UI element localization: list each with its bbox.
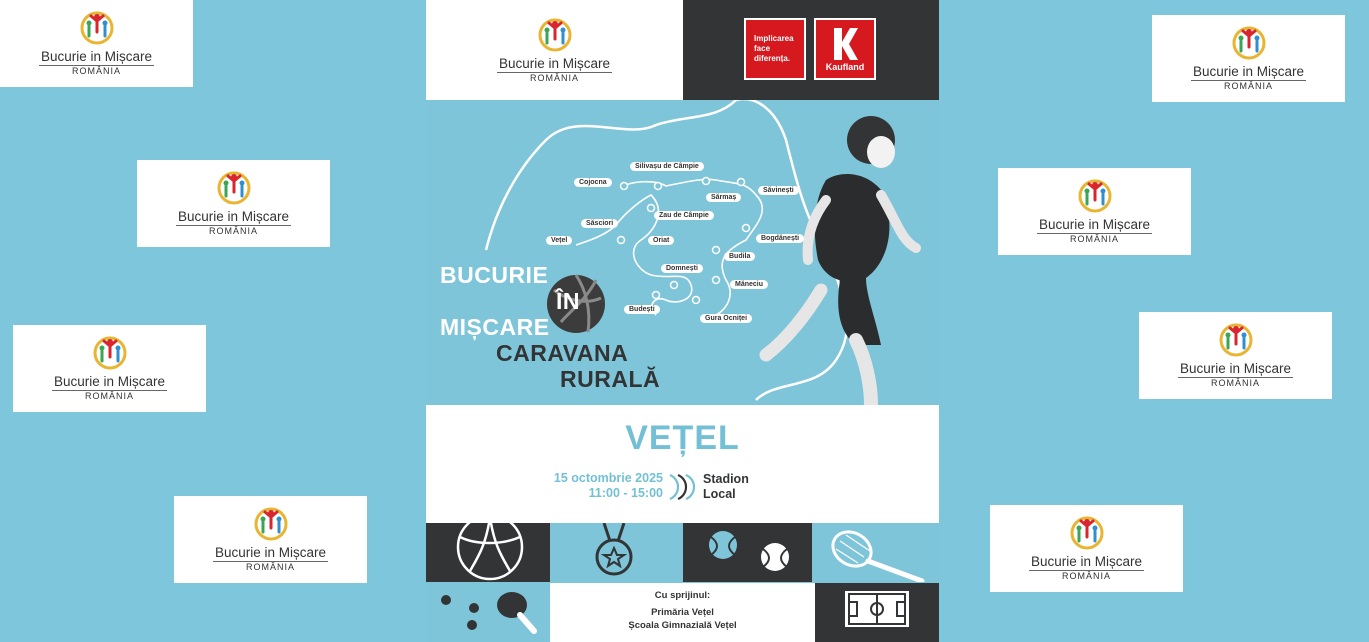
town-label: Săsciori bbox=[581, 219, 618, 228]
route-stop bbox=[703, 178, 710, 185]
medal-icon bbox=[550, 523, 679, 582]
town-label: Budești bbox=[624, 305, 660, 314]
tile-tennis-balls bbox=[683, 523, 812, 582]
tennis-ball-icon bbox=[683, 523, 812, 582]
logo-card-right-3 bbox=[1139, 312, 1332, 399]
tile-volleyball bbox=[426, 523, 555, 582]
town-label: Vețel bbox=[546, 236, 572, 245]
people-logo-icon bbox=[214, 170, 254, 206]
tile-ping-pong bbox=[426, 583, 555, 642]
route-stop bbox=[671, 282, 678, 289]
route-stop bbox=[653, 292, 660, 299]
people-logo-icon bbox=[1075, 178, 1115, 214]
logo-country-text: ROMÂNIA bbox=[529, 72, 579, 83]
football-field-icon bbox=[815, 583, 939, 642]
town-label: Măneciu bbox=[730, 280, 768, 289]
tennis-racket-icon bbox=[812, 523, 939, 582]
logo-brand-text: Bucurie in Mișcare bbox=[214, 545, 327, 560]
slogan-line-1: Implicarea bbox=[754, 34, 794, 43]
event-venue-line-2: Local bbox=[703, 487, 736, 501]
title-line-1: BUCURIE bbox=[440, 262, 549, 288]
route-stop bbox=[648, 205, 655, 212]
logo-brand-text: Bucurie in Mișcare bbox=[177, 209, 290, 224]
poster-header-sponsor-panel bbox=[683, 0, 939, 100]
support-line-1: Primăria Vețel bbox=[651, 607, 714, 618]
tile-football-field bbox=[815, 583, 939, 642]
route-stop bbox=[618, 237, 625, 244]
event-venue-line-1: Stadion bbox=[703, 472, 749, 486]
logo-brand-text: Bucurie in Mișcare bbox=[498, 55, 611, 71]
sound-wave-icon bbox=[666, 472, 700, 502]
logo-country-text: ROMÂNIA bbox=[1210, 378, 1260, 388]
town-label: Săvinești bbox=[758, 186, 799, 195]
sponsor-name: Kaufland bbox=[825, 62, 865, 72]
logo-country-text: ROMÂNIA bbox=[84, 391, 134, 401]
logo-brand-text: Bucurie in Mișcare bbox=[53, 374, 166, 389]
people-logo-icon bbox=[535, 17, 575, 53]
logo-card-right-4 bbox=[990, 505, 1183, 592]
event-info-panel bbox=[426, 405, 939, 523]
logo-brand-text: Bucurie in Mișcare bbox=[1192, 64, 1305, 79]
logo-country-text: ROMÂNIA bbox=[1061, 571, 1111, 581]
ping-pong-icon bbox=[426, 583, 555, 642]
event-time: 11:00 - 15:00 bbox=[588, 486, 663, 500]
town-label: Cojocna bbox=[574, 178, 612, 187]
town-label: Gura Ocniței bbox=[700, 314, 752, 323]
logo-card-right-2 bbox=[998, 168, 1191, 255]
girl-athlete-illustration bbox=[766, 116, 916, 405]
event-date: 15 octombrie 2025 bbox=[553, 471, 663, 485]
logo-card-left-3 bbox=[13, 325, 206, 412]
slogan-line-3: diferența. bbox=[754, 54, 791, 63]
sponsor-slogan-box bbox=[744, 18, 806, 80]
route-stop bbox=[713, 277, 720, 284]
logo-country-text: ROMÂNIA bbox=[245, 562, 295, 572]
poster-header-logo-panel bbox=[426, 0, 683, 100]
logo-country-text: ROMÂNIA bbox=[71, 66, 121, 76]
town-label: Zau de Câmpie bbox=[654, 211, 714, 220]
town-label: Oriat bbox=[648, 236, 674, 245]
route-stop bbox=[713, 247, 720, 254]
volleyball-icon bbox=[426, 523, 555, 582]
logo-brand-text: Bucurie in Mișcare bbox=[1179, 361, 1292, 376]
logo-card-left-2 bbox=[137, 160, 330, 247]
logo-brand-text: Bucurie in Mișcare bbox=[1038, 217, 1151, 232]
route-stop bbox=[621, 183, 628, 190]
people-logo-icon bbox=[1067, 515, 1107, 551]
support-line-2: Școala Gimnazială Vețel bbox=[628, 620, 737, 631]
event-village: VEȚEL bbox=[625, 419, 740, 457]
sponsor-logo-box bbox=[814, 18, 876, 80]
tile-medal bbox=[550, 523, 679, 582]
logo-country-text: ROMÂNIA bbox=[1223, 81, 1273, 91]
kaufland-k-icon bbox=[816, 24, 874, 64]
slogan-line-2: face bbox=[754, 44, 771, 53]
logo-card-left-4 bbox=[174, 496, 367, 583]
logo-brand-text: Bucurie in Mișcare bbox=[40, 49, 153, 64]
route-stop bbox=[743, 225, 750, 232]
route-stop bbox=[655, 183, 662, 190]
route-stop bbox=[738, 179, 745, 186]
town-label: Silivașu de Câmpie bbox=[630, 162, 704, 171]
town-label: Bogdănești bbox=[756, 234, 804, 243]
sponsor-slogan bbox=[754, 34, 794, 64]
town-label: Budila bbox=[724, 252, 755, 261]
support-panel bbox=[550, 583, 815, 642]
logo-brand-text: Bucurie in Mișcare bbox=[1030, 554, 1143, 569]
logo-card-right-1 bbox=[1152, 15, 1345, 102]
people-logo-icon bbox=[1216, 322, 1256, 358]
town-label: Sărmaș bbox=[706, 193, 741, 202]
title-line-3: MIȘCARE bbox=[440, 314, 550, 340]
title-line-5: RURALĂ bbox=[560, 366, 661, 392]
town-label: Domnești bbox=[661, 264, 703, 273]
poster-logo bbox=[426, 0, 683, 100]
logo-card-left-1 bbox=[0, 0, 193, 87]
people-logo-icon bbox=[1229, 25, 1269, 61]
support-title: Cu sprijinul: bbox=[654, 590, 711, 601]
logo-country-text: ROMÂNIA bbox=[1069, 234, 1119, 244]
logo-country-text: ROMÂNIA bbox=[208, 226, 258, 236]
event-poster bbox=[426, 0, 939, 642]
tile-tennis-racket bbox=[812, 523, 939, 582]
people-logo-icon bbox=[251, 506, 291, 542]
route-stop bbox=[693, 297, 700, 304]
people-logo-icon bbox=[90, 335, 130, 371]
title-line-4: CARAVANA bbox=[496, 340, 629, 366]
people-logo-icon bbox=[77, 10, 117, 46]
title-line-2: ÎN bbox=[556, 288, 580, 314]
